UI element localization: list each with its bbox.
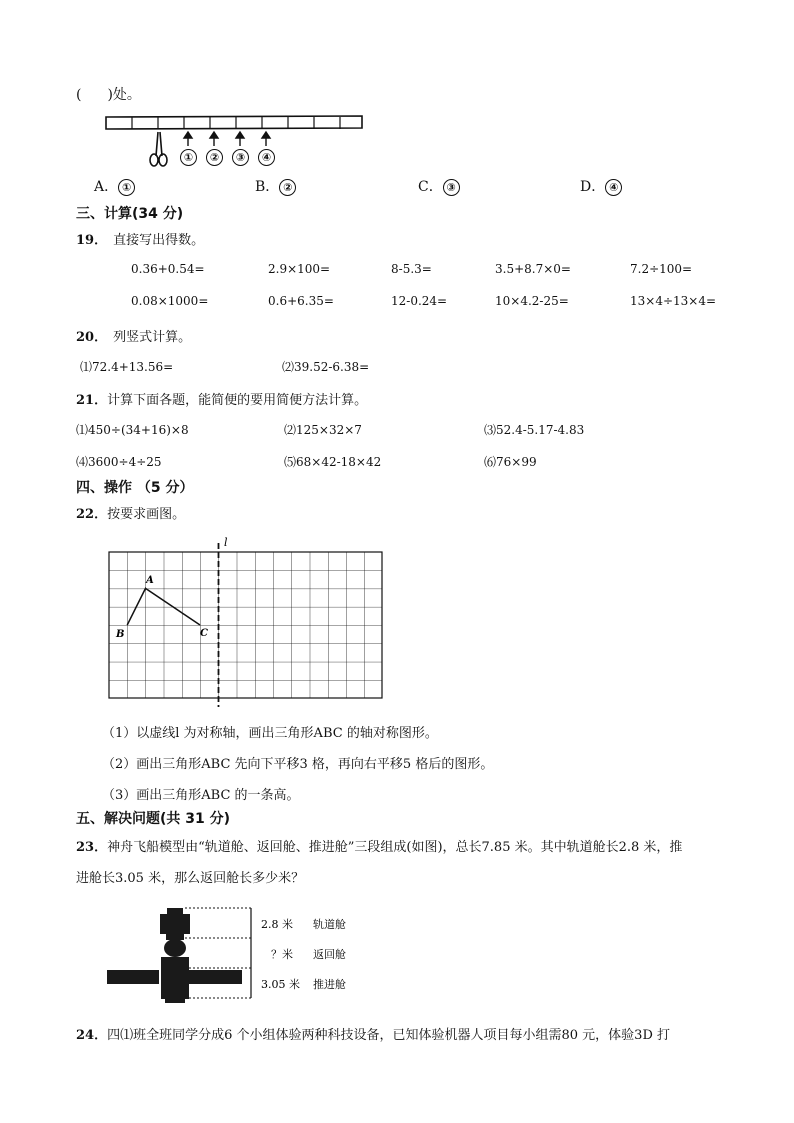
solar-panel-left: [107, 970, 159, 984]
paren-right: )处。: [107, 87, 141, 103]
q19-item: 12-0.24=: [391, 294, 448, 308]
spacecraft-figure: [105, 900, 375, 1008]
option-b[interactable]: B． ②: [255, 176, 296, 196]
q21-item: ⑸68×42-18×42: [284, 455, 382, 469]
section4-heading: 四、操作 （5 分）: [76, 480, 194, 496]
q24-line1: 24．四⑴班全班同学分成6 个小组体验两种科技设备，已知体验机器人项目每小组需80 元，体验3D 打: [76, 1028, 670, 1043]
point-b-label: B: [116, 629, 125, 640]
option-a[interactable]: A． ①: [94, 176, 135, 196]
point-c-label: C: [200, 628, 208, 639]
scissors-icon: [150, 132, 167, 166]
q19-item: 0.36+0.54=: [131, 262, 205, 276]
q22-prompt: 22．按要求画图。: [76, 507, 186, 522]
ruler-marker-1: ①: [180, 146, 197, 166]
guide-lines: [185, 908, 251, 998]
q23-line2: 进舱长3.05 米，那么返回舱长多少米？: [76, 871, 305, 886]
q19-item: 13×4÷13×4=: [630, 294, 717, 308]
q18-paren: [76, 84, 141, 104]
q21-prompt: 21．计算下面各题，能简便的要用简便方法计算。: [76, 393, 368, 408]
q22-task-3: （3）画出三角形ABC 的一条高。: [102, 788, 300, 803]
q23-line1: 23．神舟飞船模型由“轨道舱、返回舱、推进舱”三段组成(如图)，总长7.85 米。其中轨道舱长2.8 米，推: [76, 840, 683, 855]
q21-item: ⑶52.4-5.17-4.83: [484, 423, 585, 437]
q20-item: ⑵39.52-6.38=: [282, 360, 370, 374]
spacecraft-body: [160, 908, 190, 1003]
point-a-label: A: [146, 575, 154, 586]
axis-label: l: [224, 536, 228, 549]
orbital-name-label: 轨道舱: [313, 918, 346, 931]
orbital-length-label: 2.8 米: [261, 918, 293, 931]
q20-prompt: 20． 列竖式计算。: [76, 330, 192, 345]
ruler-strip: [106, 116, 362, 129]
q21-item: ⑵125×32×7: [284, 423, 362, 437]
q21-item: ⑷3600÷4÷25: [76, 455, 162, 469]
arrow-icons: [184, 132, 270, 146]
return-name-label: 返回舱: [313, 948, 346, 961]
paren-left: (: [76, 87, 82, 103]
q21-item: ⑹76×99: [484, 455, 537, 469]
return-length-label: ？米: [271, 948, 293, 961]
option-c[interactable]: C． ③: [418, 176, 460, 196]
ruler-marker-4: ④: [258, 146, 275, 166]
propulsion-length-label: 3.05 米: [261, 978, 300, 991]
solar-panel-right: [189, 970, 242, 984]
q19-item: 8-5.3=: [391, 262, 432, 276]
grid: [109, 552, 382, 698]
q22-task-1: （1）以虚线l 为对称轴，画出三角形ABC 的轴对称图形。: [102, 726, 438, 741]
q21-item: ⑴450÷(34+16)×8: [76, 423, 189, 437]
section5-heading: 五、解决问题(共 31 分): [76, 811, 231, 827]
section3-heading: 三、计算(34 分): [76, 206, 184, 222]
q19-item: 0.08×1000=: [131, 294, 209, 308]
ruler-ticks: [132, 117, 340, 129]
q22-task-2: （2）画出三角形ABC 先向下平移3 格，再向右平移5 格后的图形。: [102, 757, 494, 772]
q20-item: ⑴72.4+13.56=: [80, 360, 174, 374]
ruler-marker-2: ②: [206, 146, 223, 166]
option-d[interactable]: D． ④: [580, 176, 622, 196]
q19-item: 3.5+8.7×0=: [495, 262, 571, 276]
q19-item: 10×4.2-25=: [495, 294, 569, 308]
grid-figure: [100, 535, 390, 710]
q19-item: 7.2÷100=: [630, 262, 693, 276]
q19-item: 0.6+6.35=: [268, 294, 334, 308]
q19-prompt: 19． 直接写出得数。: [76, 233, 205, 248]
q19-item: 2.9×100=: [268, 262, 331, 276]
ruler-marker-3: ③: [232, 146, 249, 166]
propulsion-name-label: 推进舱: [313, 978, 346, 991]
